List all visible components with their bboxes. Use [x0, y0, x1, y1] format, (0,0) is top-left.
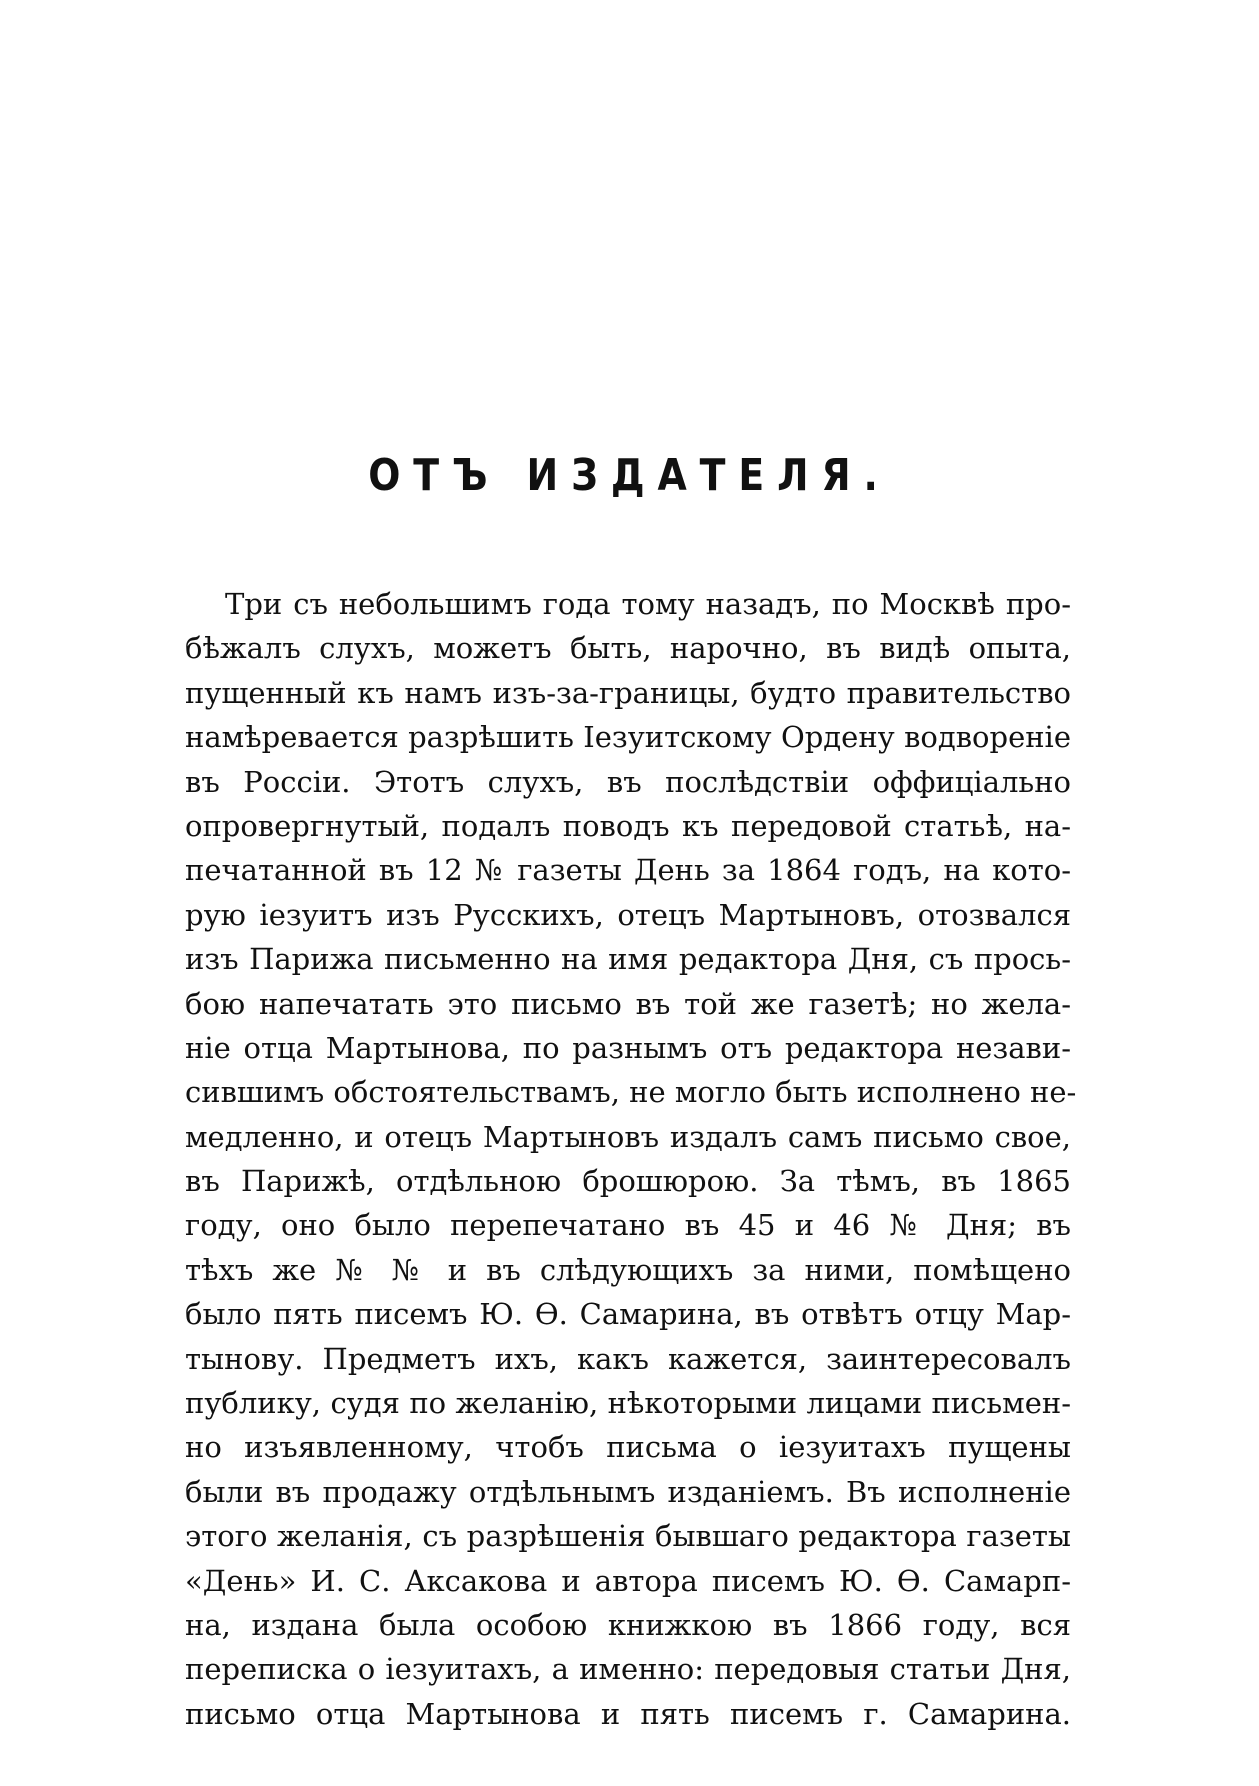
text-line: на, издана была особою книжкою въ 1866 году, вся: [185, 1607, 1071, 1642]
text-line: тѣхъ же № № и въ слѣдующихъ за ними, помѣщено: [185, 1252, 1071, 1287]
page-title: ОТЪ ИЗДАТЕЛЯ.: [368, 450, 891, 501]
text-line: Три съ небольшимъ года тому назадъ, по Москвѣ про-: [225, 587, 1071, 621]
text-line: медленно, и отецъ Мартыновъ издалъ самъ письмо свое,: [185, 1119, 1071, 1154]
body-paragraph: [185, 582, 1077, 1736]
text-line: бою напечатать это письмо въ той же газетѣ; но жела-: [185, 986, 1071, 1021]
text-line: письмо отца Мартынова и пять писемъ г. Самарина.: [185, 1696, 1071, 1731]
text-line: опровергнутый, подалъ поводъ къ передовой статьѣ, на-: [185, 808, 1071, 843]
text-line: были въ продажу отдѣльнымъ изданіемъ. Въ исполненіе: [185, 1474, 1071, 1509]
text-line: печатанной въ 12 № газеты День за 1864 годъ, на кото-: [185, 853, 1071, 888]
text-line: ніе отца Мартынова, по разнымъ отъ редактора незави-: [185, 1030, 1071, 1065]
text-line: изъ Парижа письменно на имя редактора Дня, съ прось-: [185, 942, 1071, 977]
text-line: году, оно было перепечатано въ 45 и 46 № Дня; въ: [185, 1208, 1071, 1243]
text-line: сившимъ обстоятельствамъ, не могло быть исполнено не-: [185, 1075, 1077, 1110]
text-line: переписка о іезуитахъ, а именно: передовыя статьи Дня,: [185, 1652, 1071, 1687]
text-line: этого желанія, съ разрѣшенія бывшаго редактора газеты: [185, 1519, 1071, 1554]
text-line: пущенный къ намъ изъ-за-границы, будто правительство: [185, 675, 1071, 710]
text-line: «День» И. С. Аксакова и автора писемъ Ю. Ѳ. Самарп-: [185, 1563, 1071, 1598]
text-line: рую іезуитъ изъ Русскихъ, отецъ Мартыновъ, отозвался: [185, 897, 1071, 932]
text-line: въ Парижѣ, отдѣльною брошюрою. За тѣмъ, въ 1865: [185, 1164, 1071, 1199]
text-line: намѣревается разрѣшить Іезуитскому Ордену водвореніе: [185, 720, 1071, 755]
text-line: тынову. Предметъ ихъ, какъ кажется, заинтересовалъ: [185, 1341, 1071, 1376]
text-line: въ Россіи. Этотъ слухъ, въ послѣдствіи оффиціально: [185, 764, 1071, 799]
text-line: публику, судя по желанію, нѣкоторыми лицами письмен-: [185, 1386, 1071, 1421]
text-line: было пять писемъ Ю. Ѳ. Самарина, въ отвѣтъ отцу Мар-: [185, 1297, 1071, 1332]
text-line: бѣжалъ слухъ, можетъ быть, нарочно, въ видѣ опыта,: [185, 631, 1071, 666]
text-line: но изъявленному, чтобъ письма о іезуитахъ пущены: [185, 1430, 1071, 1465]
